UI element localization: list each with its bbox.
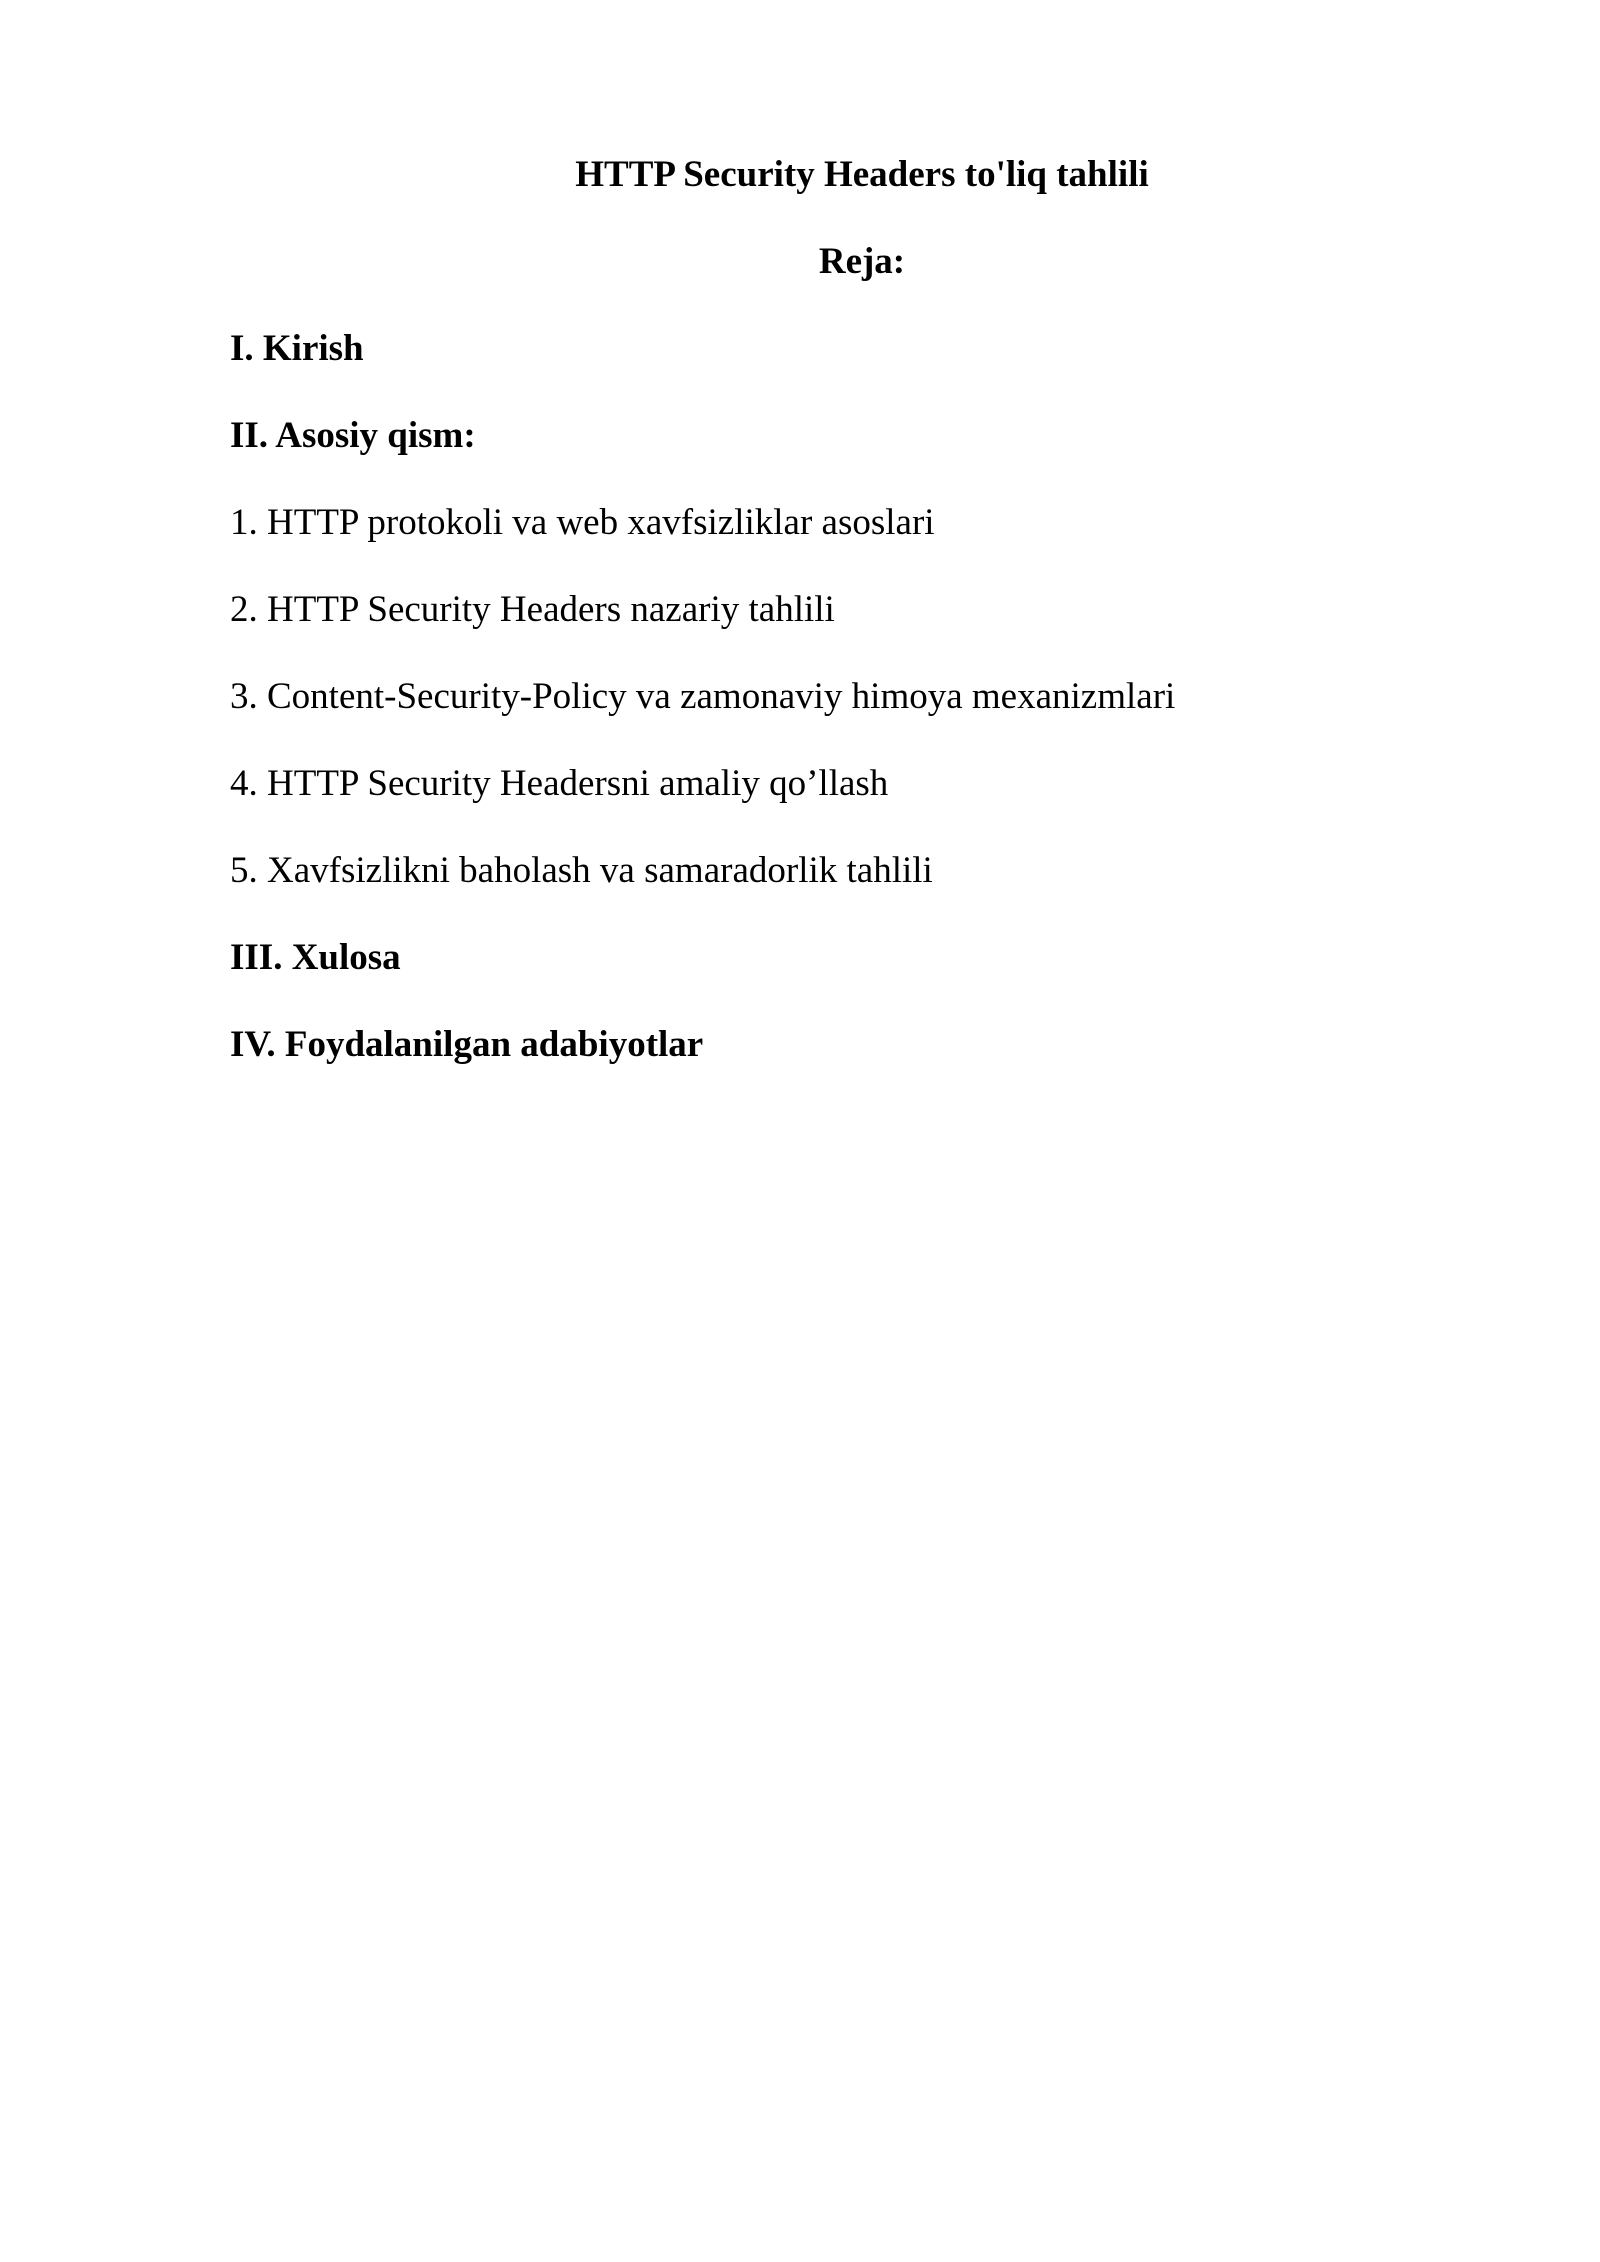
document-title: HTTP Security Headers to'liq tahlili — [575, 154, 1149, 195]
toc-subsection: 5. Xavfsizlikni baholash va samaradorlik tahlili — [230, 850, 933, 891]
toc-section-conclusion: III. Xulosa — [230, 937, 401, 978]
toc-subsection: 3. Content-Security-Policy va zamonaviy himoya mexanizmlari — [230, 676, 1176, 717]
toc-subsection: 1. HTTP protokoli va web xavfsizliklar asoslari — [230, 502, 935, 543]
toc-subsection: 4. HTTP Security Headersni amaliy qo’llash — [230, 763, 889, 804]
toc-section-references: IV. Foydalanilgan adabiyotlar — [230, 1024, 704, 1065]
plan-heading: Reja: — [818, 241, 906, 282]
toc-subsection: 2. HTTP Security Headers nazariy tahlili — [230, 589, 835, 630]
toc-section-main: II. Asosiy qism: — [230, 415, 476, 456]
toc-section-intro: I. Kirish — [230, 328, 364, 369]
